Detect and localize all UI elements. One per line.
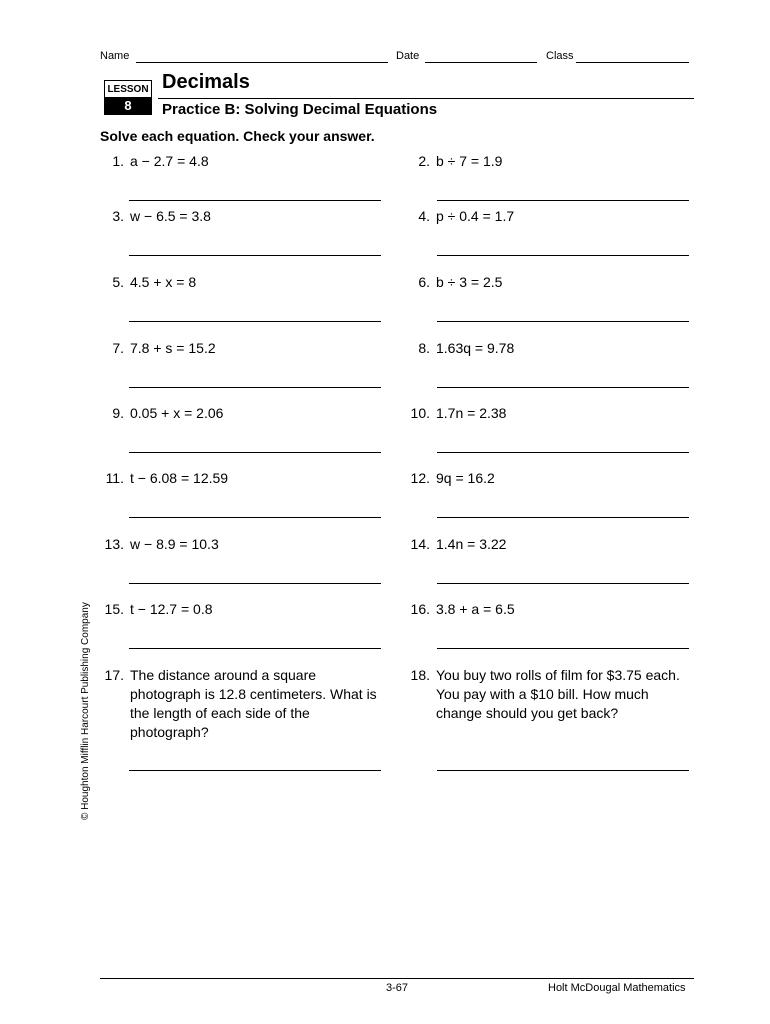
answer-line-8[interactable] — [437, 387, 689, 388]
problem-equation: p ÷ 0.4 = 1.7 — [436, 208, 515, 224]
problem-equation: w − 6.5 = 3.8 — [130, 208, 211, 224]
problem-4 — [406, 207, 514, 226]
problem-number: 16. — [410, 601, 430, 617]
problem-8 — [406, 339, 514, 358]
problem-equation: b ÷ 3 = 2.5 — [436, 274, 503, 290]
answer-line-10[interactable] — [437, 452, 689, 453]
problem-number: 12. — [410, 470, 430, 486]
answer-line-4[interactable] — [437, 255, 689, 256]
problem-number: 4. — [418, 208, 430, 224]
copyright-notice: © Houghton Mifflin Harcourt Publishing Company — [80, 602, 91, 820]
problem-16 — [406, 600, 515, 619]
answer-line-15[interactable] — [129, 648, 381, 649]
problem-3 — [100, 207, 211, 226]
publisher-credit: Holt McDougal Mathematics — [548, 982, 686, 994]
problem-text: The distance around a square photograph is 12.8 centimeters. What is the length of each side of the photograph? — [130, 667, 377, 740]
lesson-word: LESSON — [107, 84, 149, 95]
problem-15 — [100, 600, 213, 619]
instructions: Solve each equation. Check your answer. — [100, 128, 375, 144]
problem-equation: 4.5 + x = 8 — [130, 274, 197, 290]
page-subtitle: Practice B: Solving Decimal Equations — [162, 101, 438, 118]
class-label: Class — [546, 50, 574, 62]
problem-number: 5. — [112, 274, 124, 290]
page-number: 3-67 — [386, 982, 409, 994]
problem-11 — [100, 469, 228, 488]
problem-number: 3. — [112, 208, 124, 224]
problem-1 — [100, 152, 209, 171]
date-label: Date — [396, 50, 420, 62]
problem-2 — [406, 152, 502, 171]
answer-line-17[interactable] — [129, 770, 381, 771]
problem-equation: t − 12.7 = 0.8 — [130, 601, 213, 617]
answer-line-5[interactable] — [129, 321, 381, 322]
problem-number: 6. — [418, 274, 430, 290]
problem-14 — [406, 535, 506, 554]
lesson-number: 8 — [105, 97, 151, 114]
footer-divider — [100, 978, 694, 979]
problem-equation: 0.05 + x = 2.06 — [130, 405, 224, 421]
answer-line-3[interactable] — [129, 255, 381, 256]
class-field[interactable] — [576, 62, 689, 63]
problem-12 — [406, 469, 495, 488]
problem-number: 9. — [112, 405, 124, 421]
problem-number: 7. — [112, 340, 124, 356]
problem-equation: 1.7n = 2.38 — [436, 405, 507, 421]
problem-equation: 9q = 16.2 — [436, 470, 495, 486]
problem-number: 2. — [418, 153, 430, 169]
answer-line-2[interactable] — [437, 200, 689, 201]
word-problem-17 — [100, 666, 390, 742]
problem-6 — [406, 273, 502, 292]
answer-line-11[interactable] — [129, 517, 381, 518]
problem-equation: 1.4n = 3.22 — [436, 536, 507, 552]
problem-equation: t − 6.08 = 12.59 — [130, 470, 229, 486]
word-problem-18 — [406, 666, 696, 723]
answer-line-7[interactable] — [129, 387, 381, 388]
answer-line-14[interactable] — [437, 583, 689, 584]
problem-equation: 3.8 + a = 6.5 — [436, 601, 515, 617]
answer-line-16[interactable] — [437, 648, 689, 649]
problem-number: 1. — [112, 153, 124, 169]
problem-number: 15. — [104, 601, 124, 617]
title-divider — [158, 98, 694, 99]
answer-line-9[interactable] — [129, 452, 381, 453]
page-title: Decimals — [162, 71, 250, 93]
problem-number: 13. — [104, 536, 124, 552]
problem-5 — [100, 273, 196, 292]
problem-equation: 7.8 + s = 15.2 — [130, 340, 216, 356]
problem-number: 14. — [410, 536, 430, 552]
lesson-badge — [104, 80, 152, 115]
problem-10 — [406, 404, 506, 423]
answer-line-1[interactable] — [129, 200, 381, 201]
problem-text: You buy two rolls of film for $3.75 each. You pay with a $10 bill. How much change should you get back? — [436, 667, 680, 721]
problem-13 — [100, 535, 219, 554]
name-field[interactable] — [136, 62, 388, 63]
problem-number: 10. — [410, 405, 430, 421]
problem-number: 18. — [410, 667, 430, 683]
answer-line-13[interactable] — [129, 583, 381, 584]
problem-number: 17. — [104, 667, 124, 683]
problem-number: 8. — [418, 340, 430, 356]
answer-line-18[interactable] — [437, 770, 689, 771]
problem-equation: a − 2.7 = 4.8 — [130, 153, 209, 169]
problem-9 — [100, 404, 223, 423]
answer-line-12[interactable] — [437, 517, 689, 518]
problem-7 — [100, 339, 216, 358]
date-field[interactable] — [425, 62, 537, 63]
problem-number: 11. — [105, 470, 124, 486]
name-label: Name — [100, 50, 130, 62]
problem-equation: b ÷ 7 = 1.9 — [436, 153, 503, 169]
problem-equation: w − 8.9 = 10.3 — [130, 536, 219, 552]
problem-equation: 1.63q = 9.78 — [436, 340, 515, 356]
answer-line-6[interactable] — [437, 321, 689, 322]
